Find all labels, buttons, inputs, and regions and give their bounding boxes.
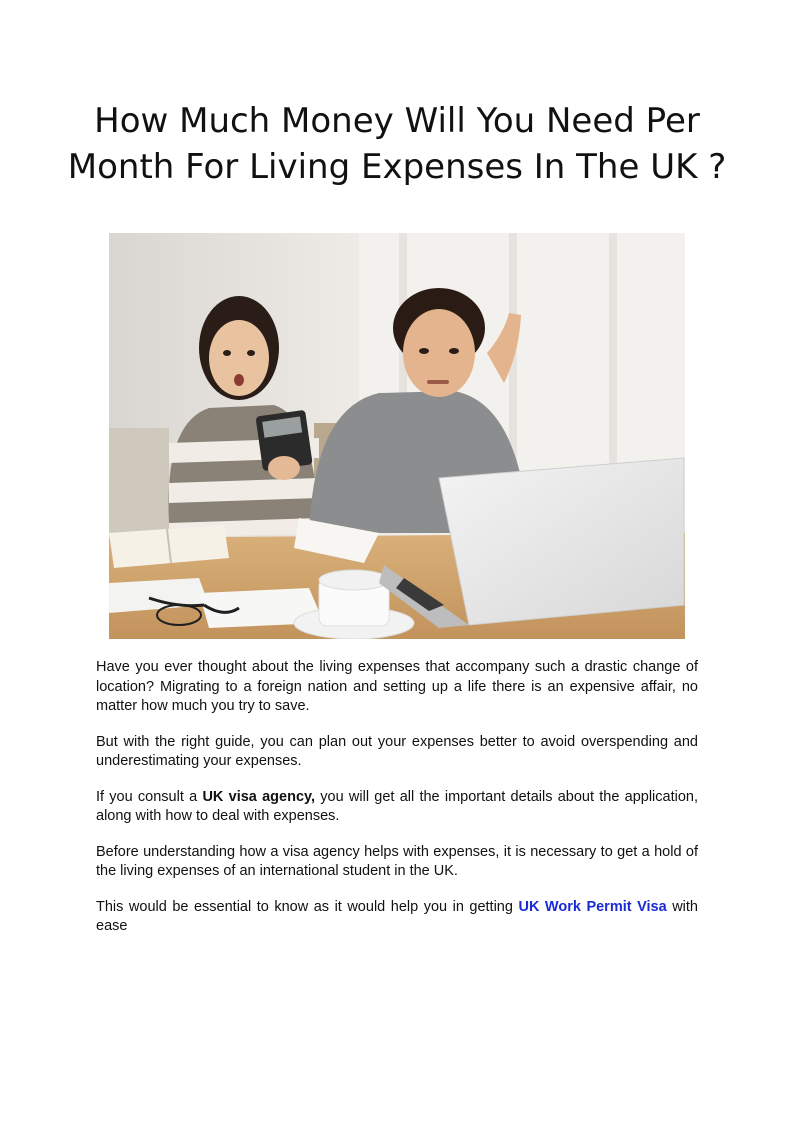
paragraph-2: But with the right guide, you can plan out your expenses better to avoid overspending and underestimating your expenses.	[96, 733, 698, 769]
article-body	[96, 658, 698, 953]
paragraph-5-after: with ease	[96, 898, 698, 934]
page-title	[60, 98, 734, 190]
paragraph-1: Have you ever thought about the living expenses that accompany such a drastic change of location? Migrating to a foreign nation and setting up a life there is an expensive affair, no matter how much you try to save.	[96, 659, 698, 714]
paragraph-3-before: If you consult a	[96, 788, 203, 805]
paragraph-3	[96, 788, 698, 827]
paragraph-3-after: you will get all the important details about the application, along with how to deal with expenses.	[96, 788, 698, 824]
title-line-1: How Much Money Will You Need Per	[94, 101, 700, 141]
paragraph-5-before: This would be essential to know as it would help you in getting	[96, 898, 519, 915]
title-line-2: Month For Living Expenses In The UK ?	[67, 147, 727, 187]
uk-work-permit-visa-link[interactable]: UK Work Permit Visa	[518, 898, 667, 915]
paragraph-4: Before understanding how a visa agency helps with expenses, it is necessary to get a hold of the living expenses of an international student in the UK.	[96, 843, 698, 879]
paragraph-5	[96, 898, 698, 937]
uk-visa-agency-bold: UK visa agency,	[202, 788, 316, 805]
hero-photo	[109, 233, 685, 639]
